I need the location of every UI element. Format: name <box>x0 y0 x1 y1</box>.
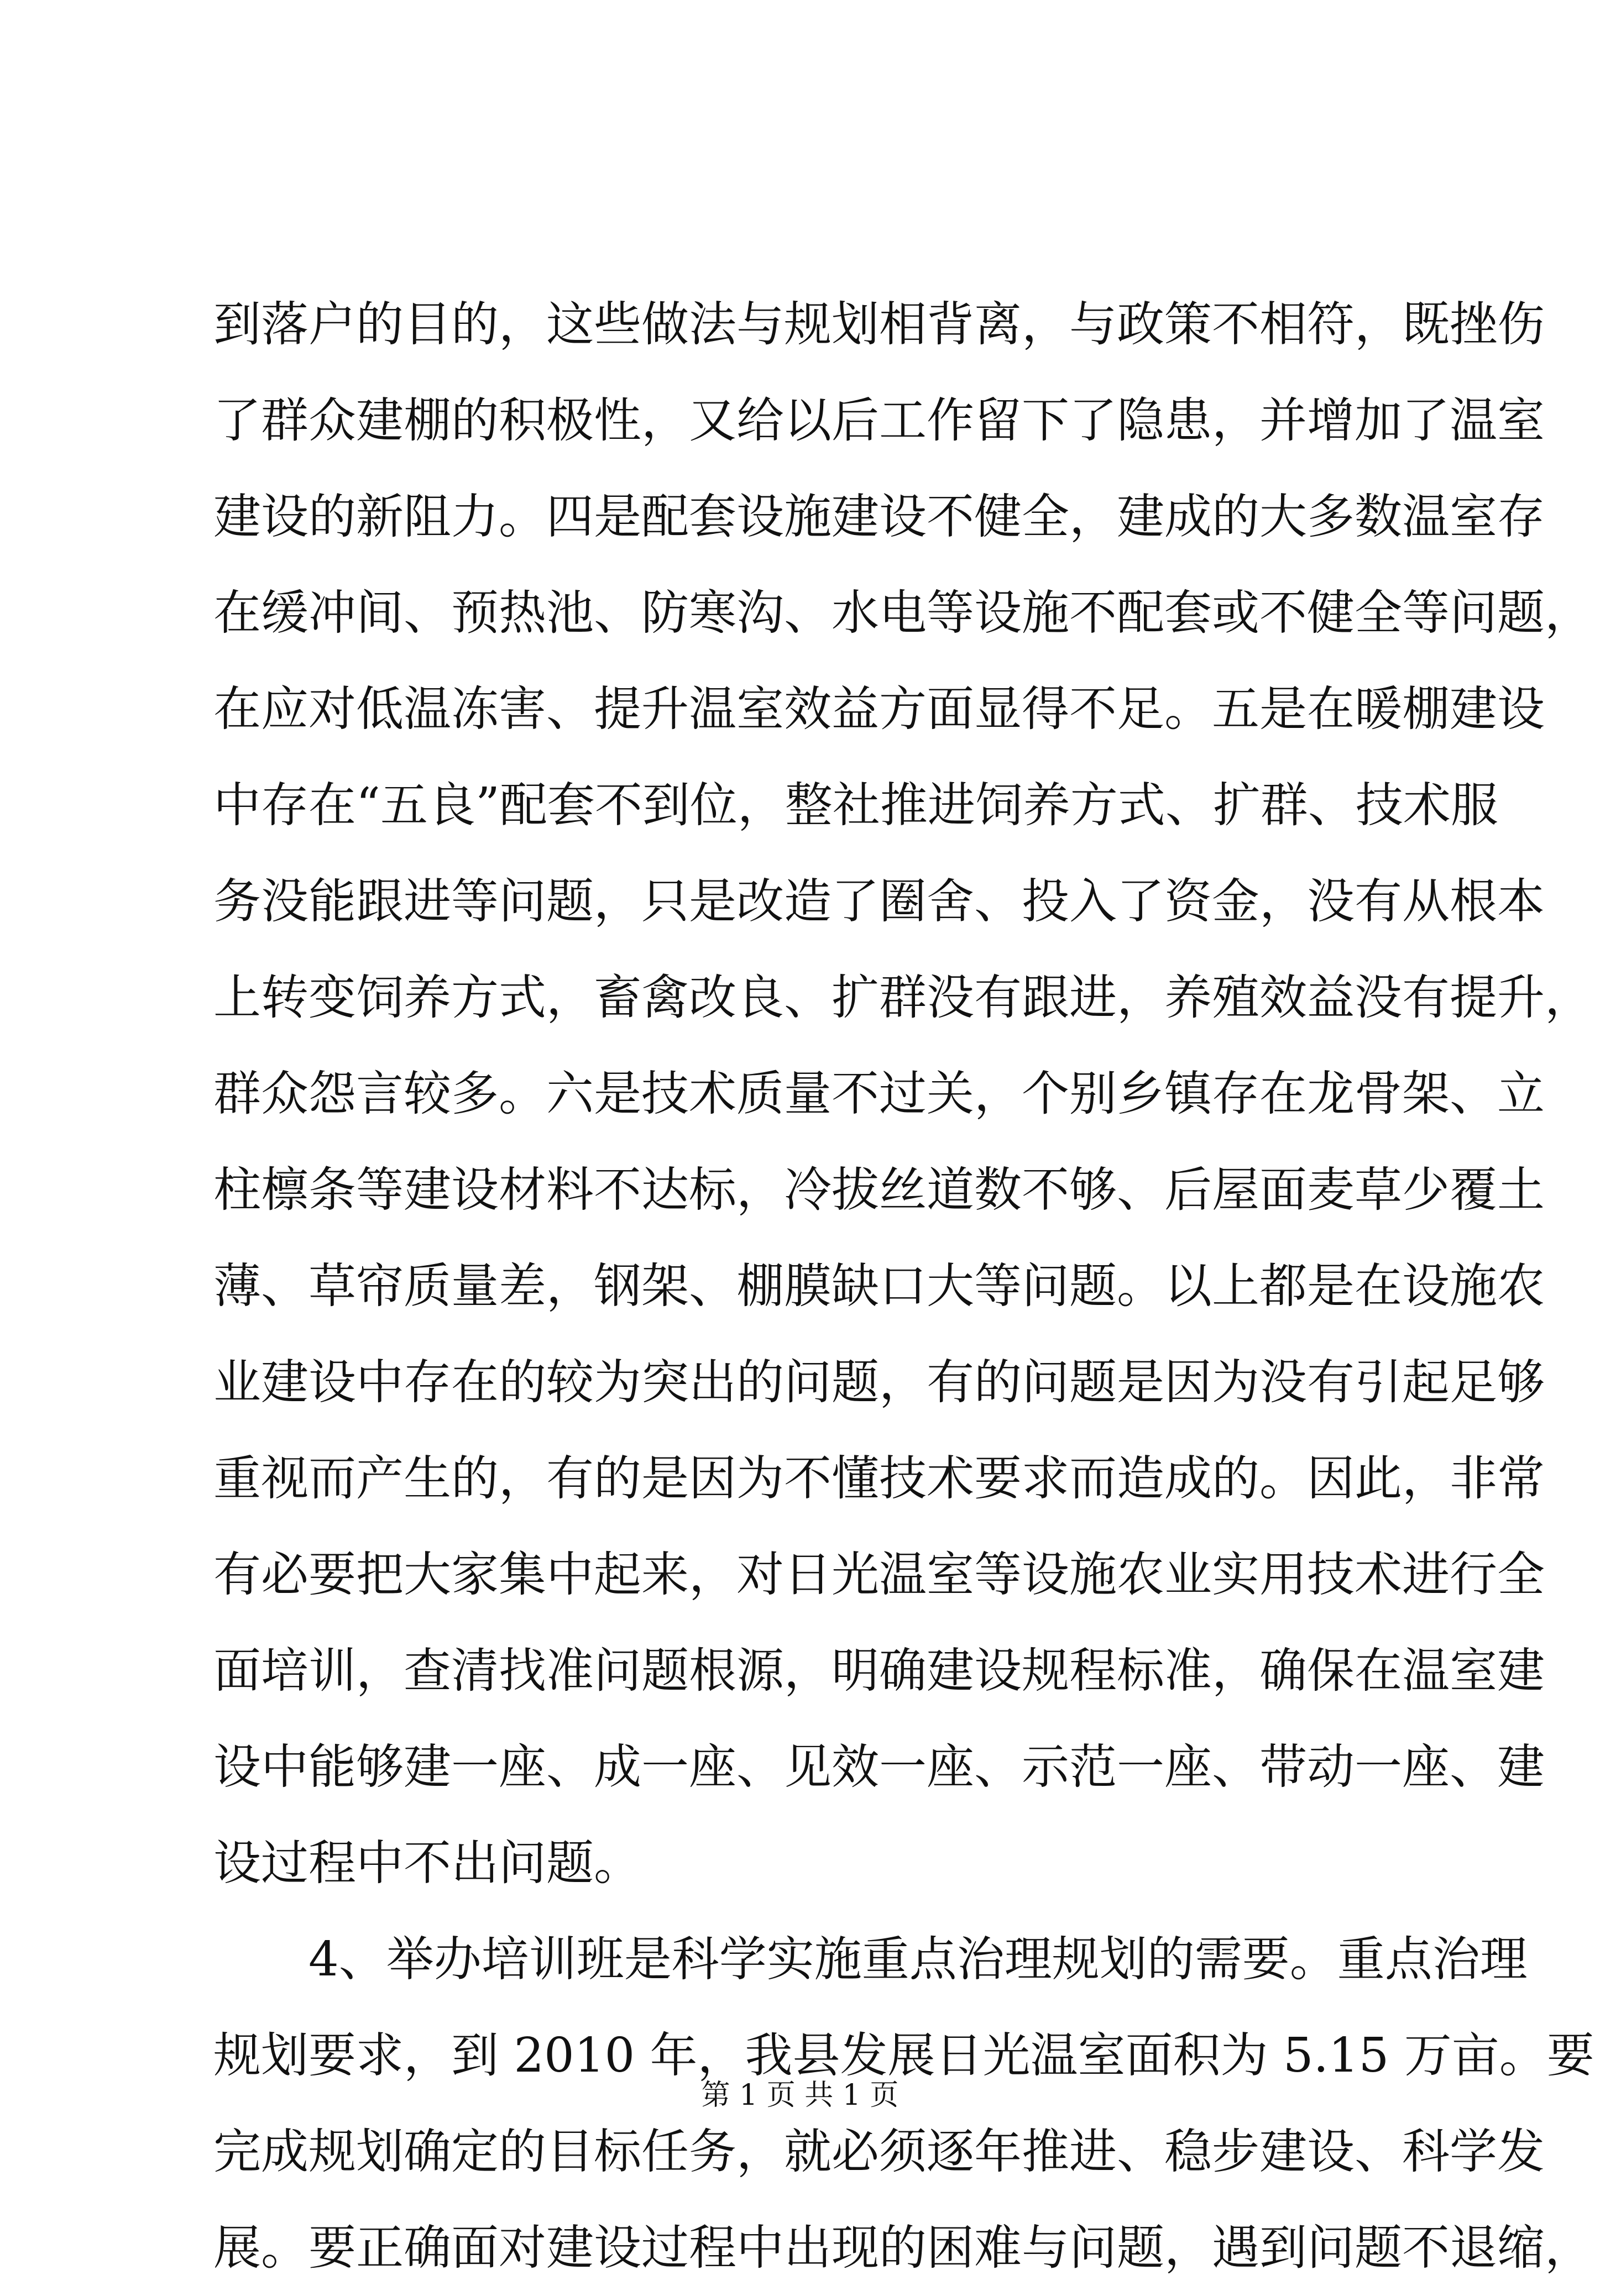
text-line: 重视而产生的，有的是因为不懂技术要求而造成的。因此，非常 <box>213 1451 1545 1506</box>
body-text <box>213 276 1594 2296</box>
text-line: 业建设中存在的较为突出的问题，有的问题是因为没有引起足够 <box>213 1355 1545 1410</box>
text-line: 展。要正确面对建设过程中出现的困难与问题，遇到问题不退缩， <box>213 2220 1592 2276</box>
text-line: 规划要求，到 2010 年，我县发展日光温室面积为 5.15 万亩。要 <box>213 2028 1594 2083</box>
text-line: 设中能够建一座、成一座、见效一座、示范一座、带动一座、建 <box>213 1739 1545 1795</box>
text-line: 设过程中不出问题。 <box>213 1836 641 1891</box>
text-line: 完成规划确定的目标任务，就必须逐年推进、稳步建设、科学发 <box>213 2124 1545 2179</box>
text-line: 建设的新阻力。四是配套设施建设不健全，建成的大多数温室存 <box>213 489 1545 544</box>
text-line: 群众怨言较多。六是技术质量不过关，个别乡镇存在龙骨架、立 <box>213 1066 1545 1121</box>
text-line: 面培训，查清找准问题根源，明确建设规程标准，确保在温室建 <box>213 1643 1545 1699</box>
page-footer: 第 1 页 共 1 页 <box>701 2079 899 2112</box>
text-line: 务没能跟进等问题，只是改造了圈舍、投入了资金，没有从根本 <box>213 874 1545 929</box>
text-line: 4、举办培训班是科学实施重点治理规划的需要。重点治理 <box>213 1932 1528 1987</box>
text-line: 在应对低温冻害、提升温室效益方面显得不足。五是在暖棚建设 <box>213 682 1545 737</box>
text-line: 上转变饲养方式，畜禽改良、扩群没有跟进，养殖效益没有提升， <box>213 970 1592 1025</box>
text-line: 在缓冲间、预热池、防寒沟、水电等设施不配套或不健全等问题， <box>213 585 1592 641</box>
text-line: 到落户的目的，这些做法与规划相背离，与政策不相符，既挫伤 <box>213 297 1545 352</box>
text-line: 薄、草帘质量差，钢架、棚膜缺口大等问题。以上都是在设施农 <box>213 1259 1545 1314</box>
text-line: 了群众建棚的积极性，又给以后工作留下了隐患，并增加了温室 <box>213 393 1545 448</box>
text-line: 柱檩条等建设材料不达标，冷拔丝道数不够、后屋面麦草少覆土 <box>213 1162 1545 1218</box>
text-line: 有必要把大家集中起来，对日光温室等设施农业实用技术进行全 <box>213 1547 1545 1602</box>
text-line: 中存在“五良”配套不到位，整社推进饲养方式、扩群、技术服 <box>213 778 1498 833</box>
